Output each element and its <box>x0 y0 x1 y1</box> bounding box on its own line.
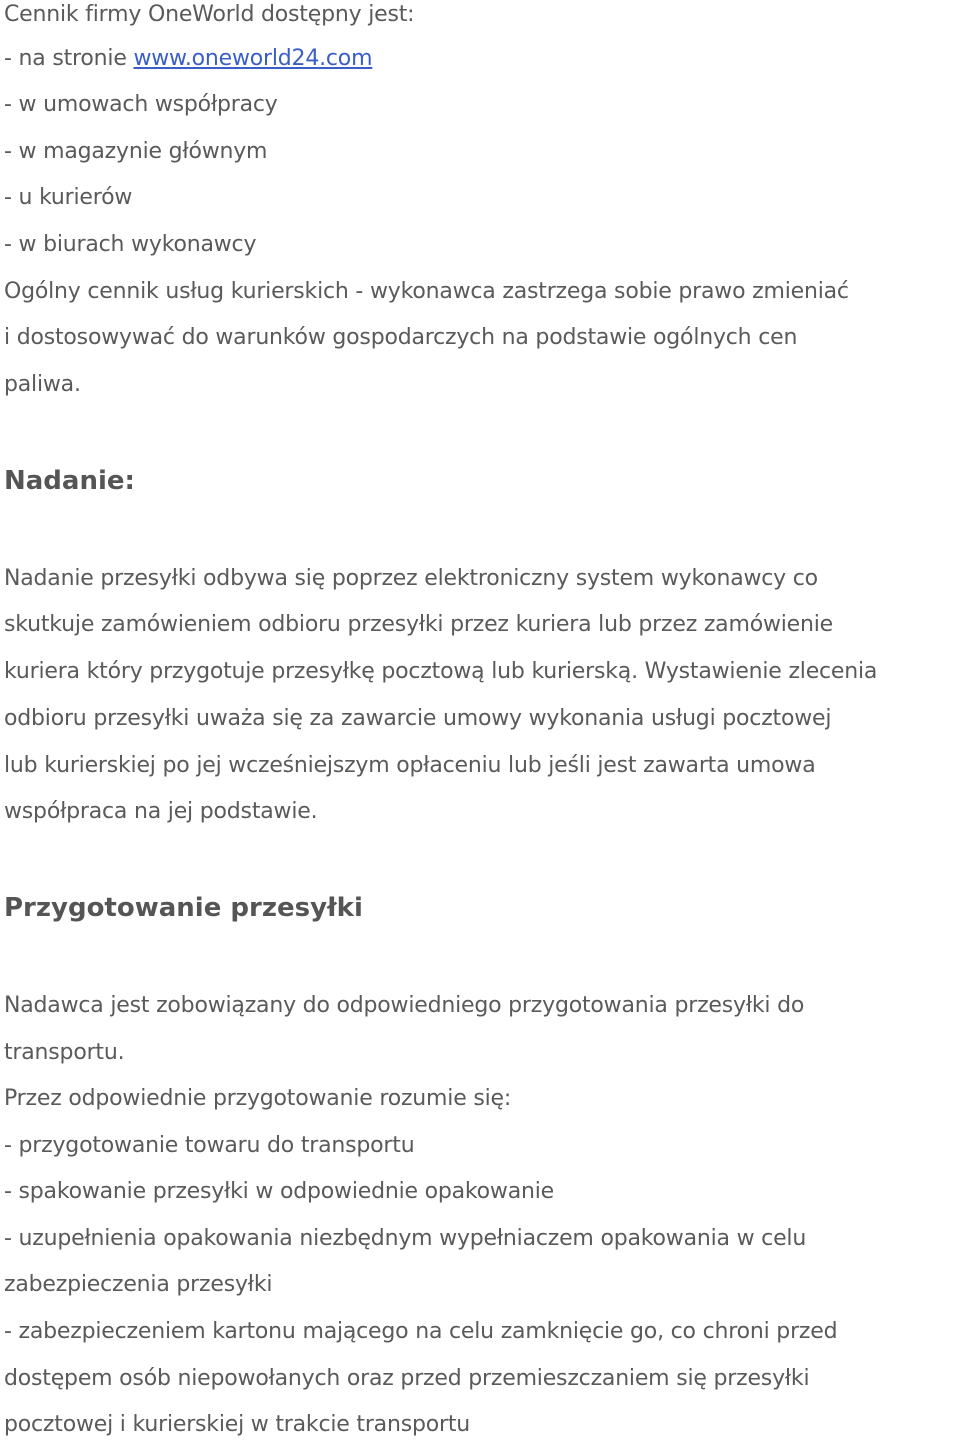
nadanie-line-3: kuriera który przygotuje przesyłkę pocztową lub kurierską. Wystawienie zlecenia <box>4 659 878 684</box>
nadanie-line-4: odbioru przesyłki uważa się za zawarcie umowy wykonania usługi pocztowej <box>4 706 832 731</box>
nadanie-line-5: lub kurierskiej po jej wcześniejszym opłaceniu lub jeśli jest zawarta umowa <box>4 753 816 778</box>
intro-line-3: - w umowach współpracy <box>4 92 278 117</box>
intro-line-2-prefix: - na stronie <box>4 46 134 71</box>
intro-line-6: - w biurach wykonawcy <box>4 232 257 257</box>
nadanie-heading: Nadanie: <box>4 466 135 496</box>
intro-line-4: - w magazynie głównym <box>4 139 268 164</box>
przygotowanie-line-5: - spakowanie przesyłki w odpowiednie opakowanie <box>4 1179 554 1204</box>
przygotowanie-line-4: - przygotowanie towaru do transportu <box>4 1133 415 1158</box>
przygotowanie-line-8: - zabezpieczeniem kartonu mającego na celu zamknięcie go, co chroni przed <box>4 1319 838 1344</box>
przygotowanie-line-7: zabezpieczenia przesyłki <box>4 1272 273 1297</box>
nadanie-line-6: współpraca na jej podstawie. <box>4 799 318 824</box>
intro-line-2 <box>4 44 372 74</box>
przygotowanie-line-3: Przez odpowiednie przygotowanie rozumie się: <box>4 1086 512 1111</box>
nadanie-line-1: Nadanie przesyłki odbywa się poprzez elektroniczny system wykonawcy co <box>4 566 818 591</box>
przygotowanie-line-1: Nadawca jest zobowiązany do odpowiedniego przygotowania przesyłki do <box>4 993 805 1018</box>
intro-line-7: Ogólny cennik usług kurierskich - wykonawca zastrzega sobie prawo zmieniać <box>4 279 849 304</box>
przygotowanie-heading: Przygotowanie przesyłki <box>4 893 363 923</box>
nadanie-line-2: skutkuje zamówieniem odbioru przesyłki przez kuriera lub przez zamówienie <box>4 612 833 637</box>
przygotowanie-line-9: dostępem osób niepowołanych oraz przed przemieszczaniem się przesyłki <box>4 1366 810 1391</box>
przygotowanie-line-6: - uzupełnienia opakowania niezbędnym wypełniaczem opakowania w celu <box>4 1226 807 1251</box>
przygotowanie-line-2: transportu. <box>4 1040 125 1065</box>
intro-line-5: - u kurierów <box>4 185 133 210</box>
website-link[interactable]: www.oneworld24.com <box>133 46 373 71</box>
intro-line-8: i dostosowywać do warunków gospodarczych na podstawie ogólnych cen <box>4 325 798 350</box>
intro-line-1: Cennik firmy OneWorld dostępny jest: <box>4 2 415 27</box>
intro-line-9: paliwa. <box>4 372 81 397</box>
przygotowanie-line-10: pocztowej i kurierskiej w trakcie transportu <box>4 1412 471 1437</box>
